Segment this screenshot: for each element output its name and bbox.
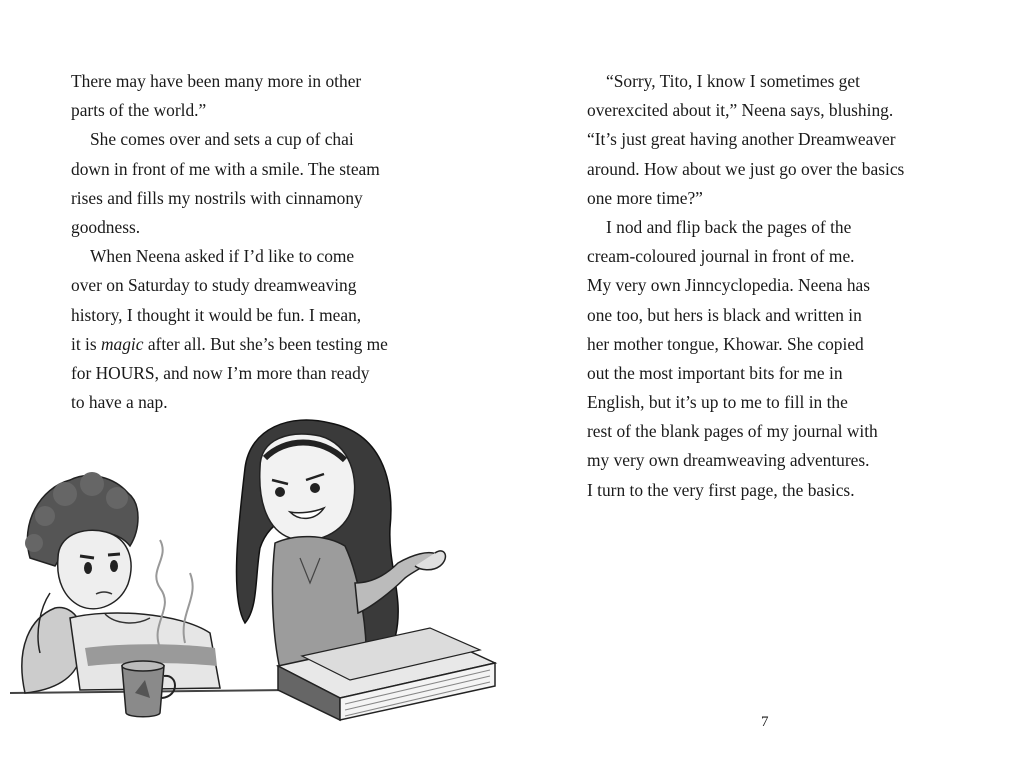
text-line: her mother tongue, Khowar. She copied — [587, 333, 864, 354]
left-text-block — [71, 67, 436, 417]
text-line: I nod and flip back the pages of the — [606, 216, 852, 237]
text-line-magic — [71, 330, 436, 359]
boy-figure — [22, 472, 220, 693]
text-line: rest of the blank pages of my journal with — [587, 421, 878, 442]
text-line: around. How about we just go over the basics — [587, 158, 905, 179]
text-line: My very own Jinncyclopedia. Neena has — [587, 275, 870, 296]
italic-word: magic — [100, 333, 144, 354]
text-line: When Neena asked if I’d like to come — [90, 246, 355, 267]
text-line: over on Saturday to study dreamweaving — [71, 275, 357, 296]
text-line: for HOURS, and now I’m more than ready — [71, 362, 370, 383]
text-line: overexcited about it,” Neena says, blushing. — [587, 100, 894, 121]
text-line: goodness. — [71, 216, 141, 237]
text-line: down in front of me with a smile. The steam — [71, 158, 380, 179]
text-line: out the most important bits for me in — [587, 362, 843, 383]
text-line: one more time?” — [587, 187, 703, 208]
text-line: There may have been many more in other — [71, 71, 362, 91]
text-line: I turn to the very first page, the basics. — [587, 479, 855, 500]
text-line: cream-coloured journal in front of me. — [587, 246, 855, 267]
text-line: my very own dreamweaving adventures. — [587, 450, 870, 471]
page-number: 7 — [761, 714, 769, 730]
text-line: “Sorry, Tito, I know I sometimes get — [606, 71, 860, 91]
text-line: “It’s just great having another Dreamweaver — [587, 129, 896, 150]
text-line: She comes over and sets a cup of chai — [90, 129, 354, 150]
text-line: to have a nap. — [71, 392, 168, 413]
text-line: one too, but hers is black and written in — [587, 304, 862, 325]
left-page — [0, 0, 507, 779]
right-page — [507, 0, 1015, 779]
text-segment: it is — [71, 333, 101, 354]
story-illustration — [10, 408, 500, 728]
text-segment: after all. But she’s been testing me — [143, 333, 388, 354]
text-line: history, I thought it would be fun. I mean, — [71, 304, 362, 325]
text-line: English, but it’s up to me to fill in the — [587, 392, 848, 413]
right-text-block — [587, 67, 957, 505]
text-line: rises and fills my nostrils with cinnamony — [71, 187, 363, 208]
text-line: parts of the world.” — [71, 100, 207, 121]
